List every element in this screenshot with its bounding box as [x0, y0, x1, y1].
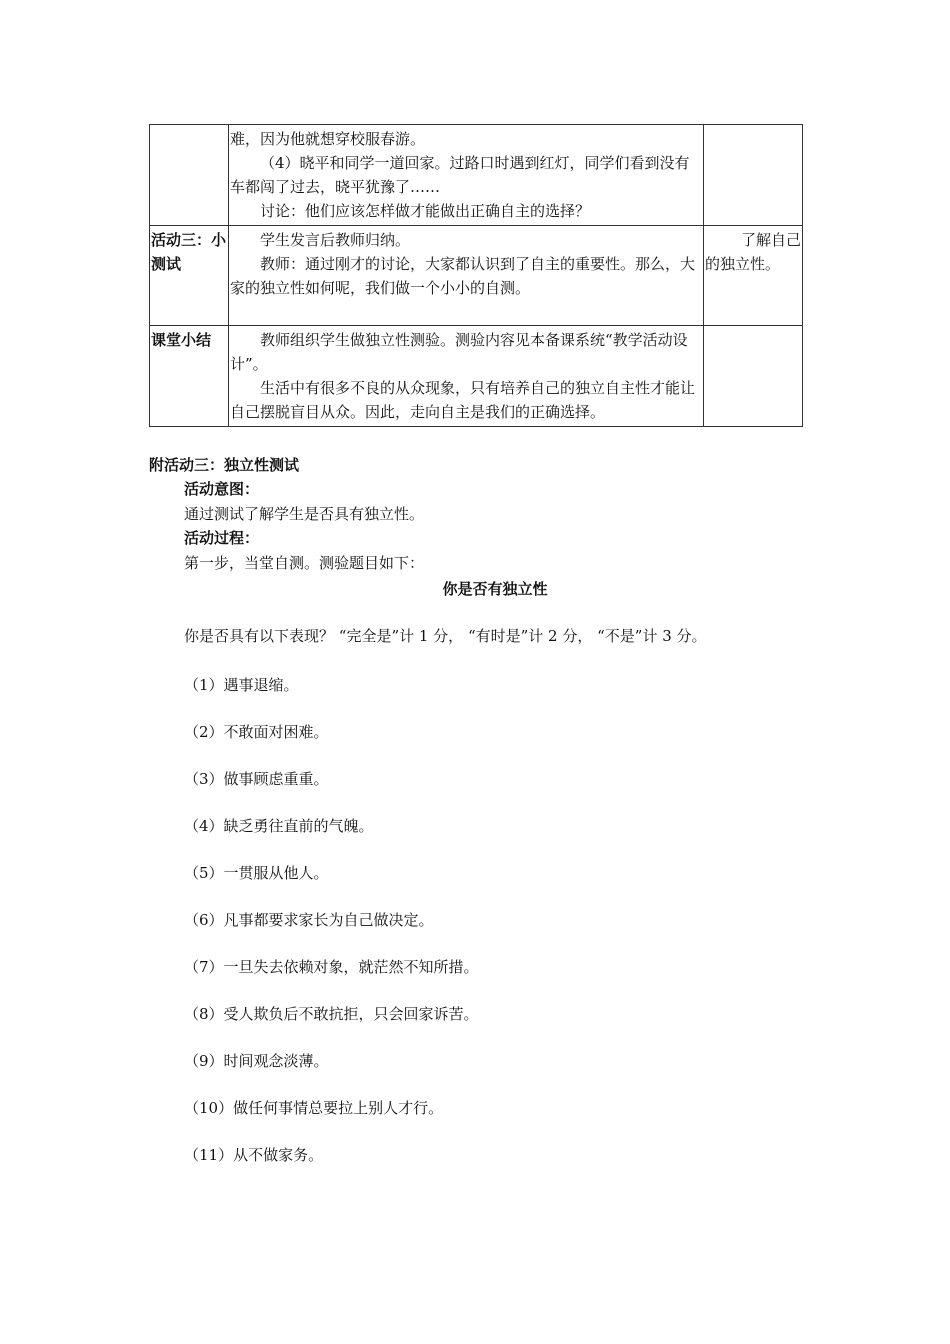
list-item: （2）不敢面对困难。 [184, 723, 329, 741]
row-goal: 了解自己的独立性。 [704, 226, 803, 326]
step-one: 第一步，当堂自测。测验题目如下： [184, 554, 425, 572]
row-content [229, 125, 704, 226]
list-item: （1）遇事退缩。 [184, 676, 299, 694]
row-label: 活动三：小测试 [150, 226, 229, 326]
table-row [150, 226, 803, 326]
content-line: 教师：通过刚才的讨论，大家都认识到了自主的重要性。那么，大家的独立性如何呢，我们做一个小小的自测。 [230, 255, 696, 297]
row-content [229, 226, 704, 326]
lesson-table [149, 124, 803, 427]
content-line: 生活中有很多不良的从众现象，只有培养自己的独立自主性才能让自己摆脱盲目从众。因此，走向自主是我们的正确选择。 [230, 379, 696, 421]
row-label [150, 125, 229, 226]
process-label: 活动过程： [184, 529, 260, 547]
list-item: （11）从不做家务。 [184, 1146, 324, 1164]
content-line: （4）晓平和同学一道回家。过路口时遇到红灯，同学们看到没有车都闯了过去，晓平犹豫了…… [230, 154, 690, 196]
row-goal [704, 326, 803, 427]
list-item: （5）一贯服从他人。 [184, 864, 329, 882]
table-row [150, 125, 803, 226]
test-question: 你是否具有以下表现？ “完全是”计 1 分， “有时是”计 2 分， “不是”计 3 分。 [184, 627, 707, 645]
appendix-heading: 附活动三：独立性测试 [149, 456, 300, 474]
list-item: （3）做事顾虑重重。 [184, 770, 329, 788]
table-row [150, 326, 803, 427]
list-item: （8）受人欺负后不敢抗拒，只会回家诉苦。 [184, 1005, 479, 1023]
test-title: 你是否有独立性 [442, 580, 548, 598]
row-label: 课堂小结 [150, 326, 229, 427]
list-item: （6）凡事都要求家长为自己做决定。 [184, 911, 434, 929]
content-line: 学生发言后教师归纳。 [260, 231, 411, 249]
row-goal [704, 125, 803, 226]
intent-label: 活动意图： [184, 480, 260, 498]
content-line: 讨论：他们应该怎样做才能做出正确自主的选择？ [260, 202, 591, 220]
intent-text: 通过测试了解学生是否具有独立性。 [184, 505, 425, 523]
list-item: （7）一旦失去依赖对象，就茫然不知所措。 [184, 958, 479, 976]
content-line: 难，因为他就想穿校服春游。 [230, 130, 426, 148]
list-item: （4）缺乏勇往直前的气魄。 [184, 817, 374, 835]
list-item: （9）时间观念淡薄。 [184, 1052, 329, 1070]
list-item: （10）做任何事情总要拉上别人才行。 [184, 1099, 444, 1117]
content-line: 教师组织学生做独立性测验。测验内容见本备课系统“教学活动设计”。 [230, 331, 688, 373]
row-content [229, 326, 704, 427]
